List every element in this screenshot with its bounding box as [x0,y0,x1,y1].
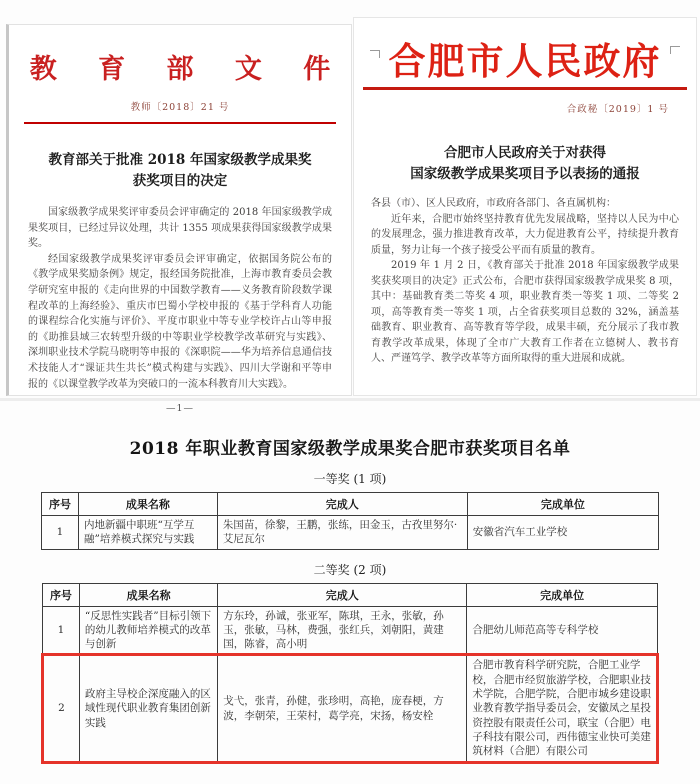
col-header-no: 序号 [42,493,79,516]
hefei-document-page [353,17,697,396]
table-row-highlighted [43,655,658,762]
body-paragraph: 经国家级教学成果奖评审委员会评审确定，依据国务院公布的《教学成果奖励条例》规定，报经国务院批准，上海市教育委员会教学研究室申报的《走向世界的中国数学教育——义务教育阶段数学课程改革的上海经验》、重庆市巴蜀小学校申报的《基于学科育人功能的课程综合化实施与评价》、平度市职业中等专业学校许占山等申报的《助推县域三农转型升级的中等职业学校教学改革研究与实践》、深圳职业技术学院马晓明等申报的《深职院——华为培养信息通信技术技能人才“课证共生共长”模式构建与实践》、四川大学谢和平等申报的《以课堂教学改革为突破口的一流本科教育川大实践》。 [28,253,332,390]
first-class-label: 一等奖 (1 项) [313,472,387,486]
moe-header-title: 教 育 部 文 件 [29,54,347,85]
moe-doc-body [28,205,332,392]
moe-doc-title-line1: 教育部关于批准 2018 年国家级教学成果奖 [48,152,312,168]
gov-doc-number: 合政秘〔2019〕1 号 [566,104,669,115]
col-header-name: 成果名称 [79,493,218,516]
gov-doc-title [354,143,696,185]
second-class-label: 二等奖 (2 项) [313,562,387,577]
cell-achievement-name: 内地新疆中职班“互学互融”培养模式探究与实践 [79,516,218,550]
cell-no: 1 [42,516,79,550]
table-row [42,516,659,550]
cell-achievement-name: 政府主导校企深度融入的区域性现代职业教育集团创新实践 [79,655,217,762]
table-header-row [42,493,659,516]
corner-mark-icon [370,50,380,58]
col-header-people: 完成人 [217,493,467,516]
corner-mark-icon [670,46,680,54]
award-table-section [0,418,700,764]
moe-doc-title-line2: 获奖项目的决定 [132,173,228,189]
first-class-table [41,492,659,550]
col-header-unit: 完成单位 [467,583,658,606]
cell-people: 方东玲，孙诚，张亚军，陈琪，王永，张敏，孙玉，张敏，马林，费强，张红兵，刘朝阳，黄建国，陈睿，高小明 [218,606,467,655]
red-rule [24,122,336,124]
salutation: 各县（市）、区人民政府，市政府各部门、各直属机构： [371,198,616,209]
gov-header-title: 合肥市人民政府 [388,39,662,83]
table-row [43,606,658,655]
moe-doc-title [9,150,351,192]
page-number: —1— [165,403,195,415]
red-rule [363,87,687,90]
body-paragraph: 国家级教学成果奖评审委员会评审确定的 2018 年国家级教学成果奖项目，已经过异议处理，共计 1355 项成果获得国家级教学成果奖。 [28,207,332,250]
award-list-title: 2018 年职业教育国家级教学成果奖合肥市获奖项目名单 [129,439,571,459]
cell-unit: 合肥市教育科学研究院，合肥工业学校，合肥市经贸旅游学校，合肥职业技术学院，合肥学院，合肥市城乡建设职业教育教学指导委员会，安徽凤之星投资控股有限责任公司，联宝（合肥）电子科技有限公司，西伟德宝业快可美建筑材料（合肥）有限公司 [467,655,658,762]
col-header-unit: 完成单位 [467,493,658,516]
second-class-table [41,583,659,764]
moe-document-page [6,24,352,415]
page-bottom-shadow [0,398,700,401]
cell-achievement-name: “反思性实践者”目标引领下的幼儿教师培养模式的改革与创新 [79,606,217,655]
cell-no: 2 [43,655,80,762]
gov-doc-body [371,196,679,367]
col-header-name: 成果名称 [79,583,217,606]
gov-doc-title-line1: 合肥市人民政府关于对获得 [444,145,606,161]
cell-people: 朱国苗，徐黎，王鹏，张练，田金玉，古孜里努尔·艾尼瓦尔 [217,516,467,550]
body-paragraph: 2019 年 1 月 2 日，《教育部关于批准 2018 年国家级教学成果奖获奖项目的决定》正式公布，合肥市获得国家级教学成果奖 8 项，其中：基础教育类二等奖 4 项，职业教育类一等奖 1 项、二等奖 2 项，高等教育类一等奖 1 项，占全省获奖项目总数的 32%，涵盖基础教育、职业教育、高等教育等学段，成果丰硕，充分展示了我市教育教学改革成果，体现了全市广大教育工作者在立德树人、教书育人、严谨笃学、教学改革等方面所取得的重大进展和成就。 [371,260,679,364]
col-header-people: 完成人 [218,583,467,606]
col-header-no: 序号 [43,583,80,606]
gov-doc-title-line2: 国家级教学成果奖项目予以表扬的通报 [410,166,640,182]
moe-doc-number: 教师〔2018〕21 号 [130,102,230,113]
body-paragraph: 近年来，合肥市始终坚持教育优先发展战略，坚持以人民为中心的发展理念，强力推进教育改革，大力促进教育公平，持续提升教育质量，努力让每一个孩子接受公平而有质量的教育。 [371,213,679,256]
cell-people: 戈弋，张青，孙健，张珍明，高艳，庞春梗，方波，李朝荣，王荣村，葛学亮，宋扬，杨安栓 [218,655,467,762]
table-header-row [43,583,658,606]
cell-unit: 合肥幼儿师范高等专科学校 [467,606,658,655]
cell-no: 1 [43,606,80,655]
cell-unit: 安徽省汽车工业学校 [467,516,658,550]
